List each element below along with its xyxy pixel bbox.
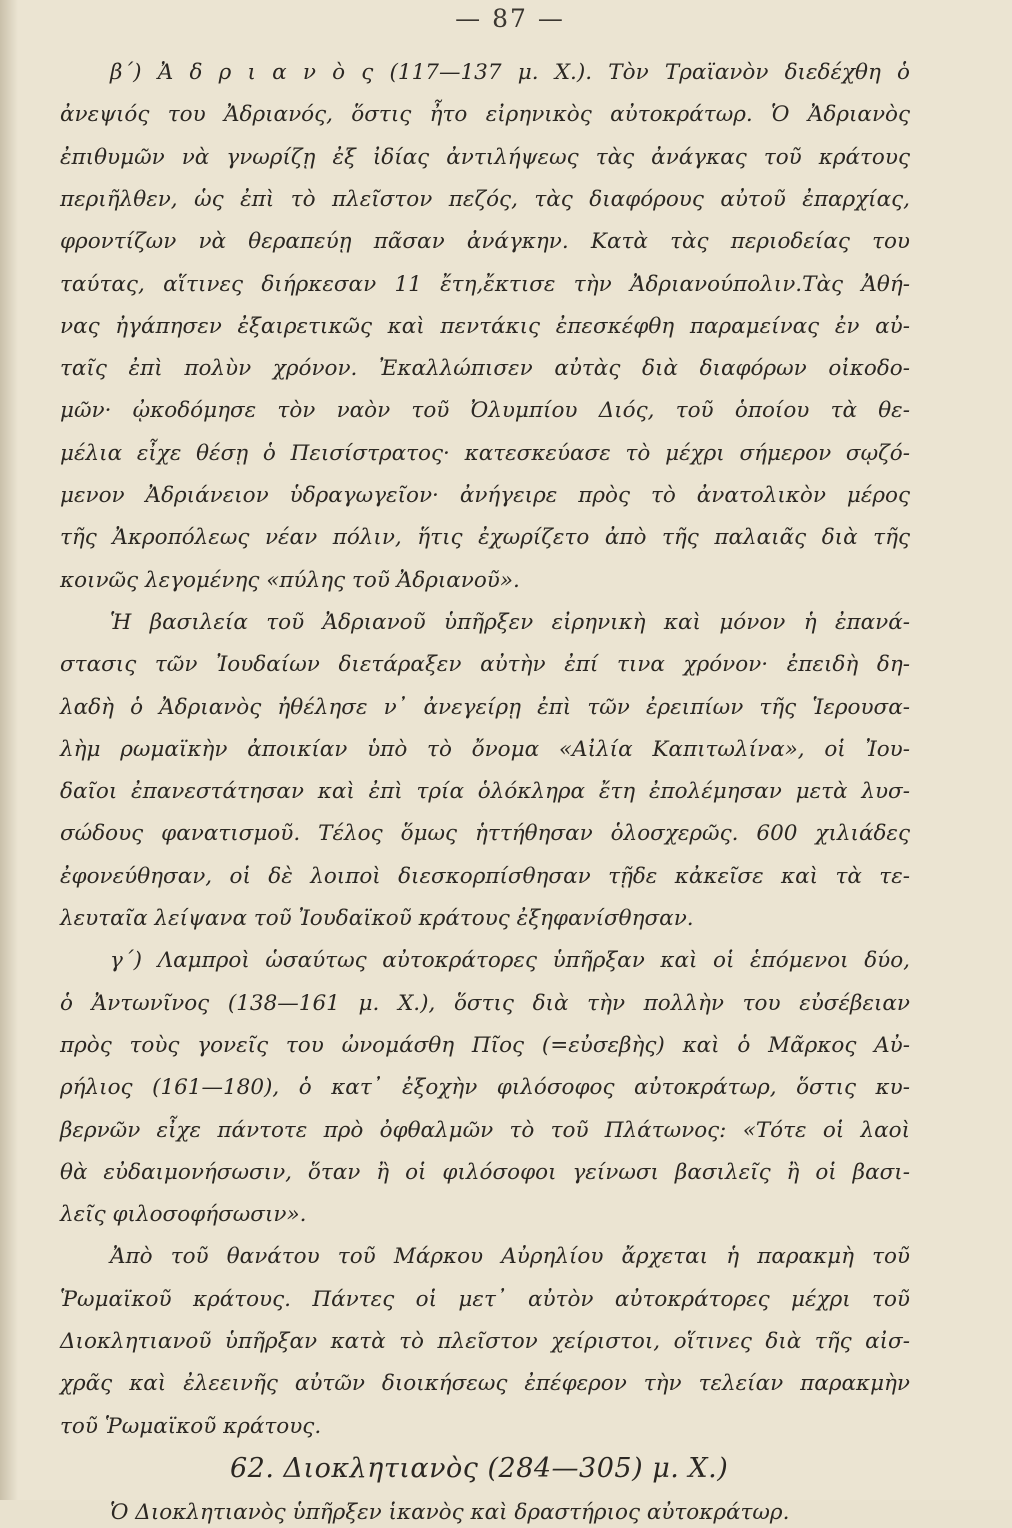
text-line: ὁ Ἀντωνῖνος (138—161 μ. Χ.), ὅστις διὰ τὴν πολλὴν του εὐσέβειαν xyxy=(60,990,910,1016)
text-line: περιῆλθεν, ὡς ἐπὶ τὸ πλεῖστον πεζός, τὰς διαφόρους αὐτοῦ ἐπαρχίας, xyxy=(60,186,910,212)
text-line: δαῖοι ἐπανεστάτησαν καὶ ἐπὶ τρία ὁλόκληρα ἔτη ἐπολέμησαν μετὰ λυσ- xyxy=(60,779,910,805)
text-line: ταῖς ἐπὶ πολὺν χρόνον. Ἐκαλλώπισεν αὐτὰς διὰ διαφόρων οἰκοδο- xyxy=(60,356,910,382)
text-line: στασις τῶν Ἰουδαίων διετάραξεν αὐτὴν ἐπί τινα χρόνον· ἐπειδὴ δη- xyxy=(60,652,910,678)
text-line: φροντίζων νὰ θεραπεύῃ πᾶσαν ἀνάγκην. Κατὰ τὰς περιοδείας του xyxy=(60,229,910,255)
text-line: Ῥωμαϊκοῦ κράτους. Πάντες οἱ μετ᾽ αὐτὸν αὐτοκράτορες μέχρι τοῦ xyxy=(60,1286,910,1312)
text-line: γ΄) Λαμπροὶ ὡσαύτως αὐτοκράτορες ὑπῆρξαν καὶ οἱ ἑπόμενοι δύο, xyxy=(110,948,910,974)
text-line: σώδους φανατισμοῦ. Τέλος ὅμως ἡττήθησαν ὁλοσχερῶς. 600 χιλιάδες xyxy=(60,821,910,847)
text-line: θὰ εὐδαιμονήσωσιν, ὅταν ἢ οἱ φιλόσοφοι γείνωσι βασιλεῖς ἢ οἱ βασι- xyxy=(60,1159,910,1185)
text-line: μέλια εἶχε θέσῃ ὁ Πεισίστρατος· κατεσκεύασε τὸ μέχρι σήμερον σῳζό- xyxy=(60,440,910,466)
text-line: τῆς Ἀκροπόλεως νέαν πόλιν, ἥτις ἐχωρίζετο ἀπὸ τῆς παλαιᾶς διὰ τῆς xyxy=(60,525,910,551)
text-line: λαδὴ ὁ Ἀδριανὸς ἠθέλησε ν᾽ ἀνεγείρῃ ἐπὶ τῶν ἐρειπίων τῆς Ἱερουσα- xyxy=(60,694,910,720)
text-line: μῶν· ᾠκοδόμησε τὸν ναὸν τοῦ Ὀλυμπίου Διός, τοῦ ὁποίου τὰ θε- xyxy=(60,398,910,424)
text-line: χρᾶς καὶ ἐλεεινῆς αὐτῶν διοικήσεως ἐπέφερον τὴν τελείαν παρακμὴν xyxy=(60,1371,910,1397)
text-line: ρήλιος (161—180), ὁ κατ᾽ ἐξοχὴν φιλόσοφος αὐτοκράτωρ, ὅστις κυ- xyxy=(60,1075,910,1101)
text-line: β΄) Ἀ δ ρ ι α ν ὸ ς (117—137 μ. Χ.). Τὸν Τραϊανὸν διεδέχθη ὁ xyxy=(110,60,910,85)
text-line: Ὁ Διοκλητιανὸς ὑπῆρξεν ἱκανὸς καὶ δραστήριος αὐτοκράτωρ. xyxy=(110,1500,790,1526)
text-line: λεῖς φιλοσοφήσωσιν». xyxy=(60,1202,307,1228)
text-line: ἐπιθυμῶν νὰ γνωρίζῃ ἐξ ἰδίας ἀντιλήψεως τὰς ἀνάγκας τοῦ κράτους xyxy=(60,144,910,170)
text-line: ἀνεψιός του Ἀδριανός, ὅστις ἦτο εἰρηνικὸς αὐτοκράτωρ. Ὁ Ἀδριανὸς xyxy=(60,102,910,128)
text-line: βερνῶν εἶχε πάντοτε πρὸ ὀφθαλμῶν τὸ τοῦ Πλάτωνος: «Τότε οἱ λαοὶ xyxy=(60,1117,910,1143)
section-heading: 62. Διοκλητιανὸς (284—305) μ. Χ.) xyxy=(230,1452,729,1484)
text-line: μενον Ἀδριάνειον ὑδραγωγεῖον· ἀνήγειρε πρὸς τὸ ἀνατολικὸν μέρος xyxy=(60,483,910,508)
text-line: τοῦ Ῥωμαϊκοῦ κράτους. xyxy=(60,1413,322,1439)
text-line: Ἀπὸ τοῦ θανάτου τοῦ Μάρκου Αὐρηλίου ἄρχεται ἡ παρακμὴ τοῦ xyxy=(110,1244,910,1270)
text-line: νας ἠγάπησεν ἐξαιρετικῶς καὶ πεντάκις ἐπεσκέφθη παραμείνας ἐν αὐ- xyxy=(60,313,910,339)
text-line: πρὸς τοὺς γονεῖς του ὠνομάσθη Πῖος (=εὐσεβὴς) καὶ ὁ Μᾶρκος Αὐ- xyxy=(60,1032,910,1058)
text-line: ταύτας, αἵτινες διήρκεσαν 11 ἔτη,ἔκτισε τὴν Ἀδριανούπολιν.Τὰς Ἀθή- xyxy=(60,271,910,297)
text-line: Ἡ βασιλεία τοῦ Ἀδριανοῦ ὑπῆρξεν εἰρηνικὴ καὶ μόνον ἡ ἐπανά- xyxy=(110,609,910,635)
text-line: λευταῖα λείψανα τοῦ Ἰουδαϊκοῦ κράτους ἐξηφανίσθησαν. xyxy=(60,906,694,931)
text-line: κοινῶς λεγομένης «πύλης τοῦ Ἀδριανοῦ». xyxy=(60,567,520,593)
page-number: — 87 — xyxy=(455,4,565,33)
text-line: ἐφονεύθησαν, οἱ δὲ λοιποὶ διεσκορπίσθησαν τῇδε κἀκεῖσε καὶ τὰ τε- xyxy=(60,863,910,889)
text-line: Διοκλητιανοῦ ὑπῆρξαν κατὰ τὸ πλεῖστον χείριστοι, οἵτινες διὰ τῆς αἰσ- xyxy=(60,1329,910,1354)
text-line: λὴμ ρωμαϊκὴν ἀποικίαν ὑπὸ τὸ ὄνομα «Αἰλία Καπιτωλίνα», οἱ Ἰου- xyxy=(60,736,910,762)
